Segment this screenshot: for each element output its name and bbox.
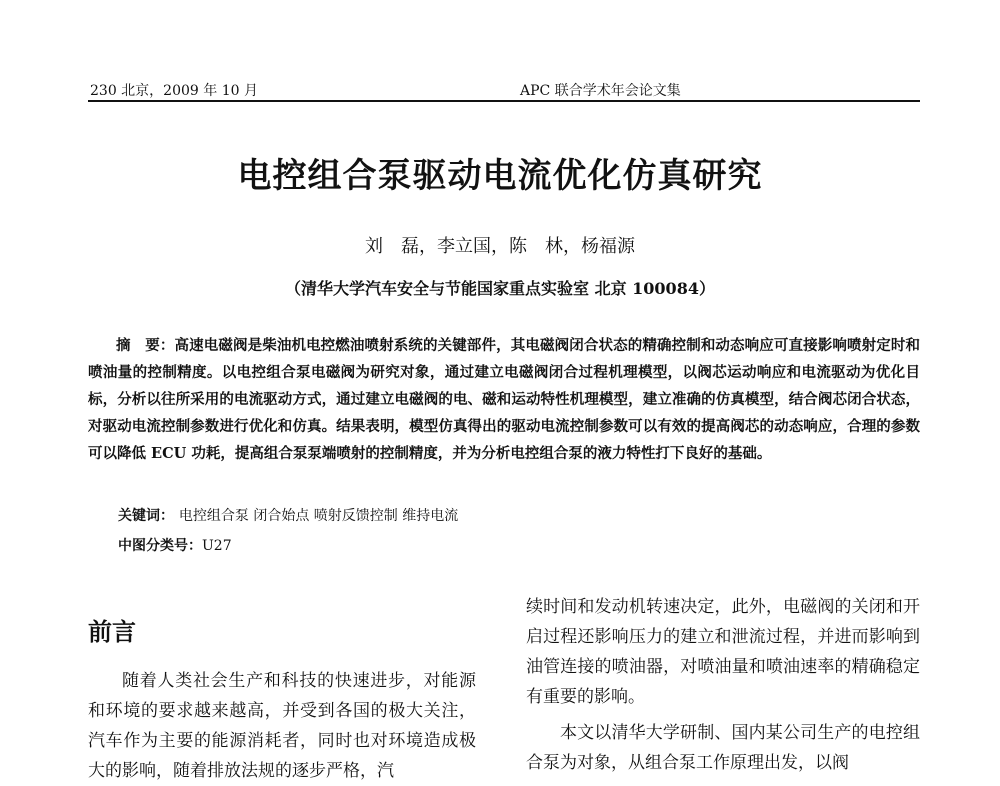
paper-title: 电控组合泵驱动电流优化仿真研究 — [237, 156, 763, 196]
body-left-column — [88, 666, 476, 786]
keywords-text: 电控组合泵 闭合始点 喷射反馈控制 维持电流 — [178, 508, 459, 524]
body-paragraph: 本文以清华大学研制、国内某公司生产的电控组合泵为对象，从组合泵工作原理出发，以阀 — [526, 723, 920, 773]
abstract — [88, 332, 920, 467]
body-paragraph: 随着人类社会生产和科技的快速进步，对能源和环境的要求越来越高，并受到各国的极大关注，汽车作为主要的能源消耗者，同时也对环境造成极大的影响，随着排放法规的逐步严格，汽 — [88, 671, 476, 781]
paper-affiliation: （清华大学汽车安全与节能国家重点实验室 北京 100084） — [285, 279, 715, 298]
paper-authors: 刘 磊，李立国，陈 林，杨福源 — [365, 236, 635, 257]
keywords — [118, 505, 458, 525]
body-right-column — [526, 592, 920, 778]
body-paragraph: 续时间和发动机转速决定，此外，电磁阀的关闭和开启过程还影响压力的建立和泄流过程，并进而影响到油管连接的喷油器，对喷油量和喷油速率的精确稳定有重要的影响。 — [526, 597, 920, 707]
header-rule — [88, 100, 920, 102]
running-header — [88, 78, 920, 100]
header-journal-name: APC 联合学术年会论文集 — [520, 83, 681, 99]
abstract-label: 摘 要： — [116, 337, 175, 354]
header-page-info: 230 北京，2009 年 10 月 — [90, 83, 258, 99]
section-title: 前言 — [88, 618, 136, 646]
keywords-label: 关键词： — [118, 508, 174, 524]
abstract-text: 高速电磁阀是柴油机电控燃油喷射系统的关键部件，其电磁阀闭合状态的精确控制和动态响应可直接影响喷射定时和喷油量的控制精度。以电控组合泵电磁阀为研究对象，通过建立电磁阀闭合过程机理模型，以阀芯运动响应和电流驱动为优化目标，分析以往所采用的电流驱动方式，通过建立电磁阀的电、磁和运动特性机理模型，建立准确的仿真模型，结合阀芯闭合状态，对驱动电流控制参数进行优化和仿真。结果表明，模型仿真得出的驱动电流控制参数可以有效的提高阀芯的动态响应，合理的参数可以降低 ECU 功耗，提高组合泵泵端喷射的控制精度，并为分析电控组合泵的液力特性打下良好的基础。 — [88, 337, 920, 462]
classification-label: 中图分类号： — [118, 538, 202, 554]
classification-code: U27 — [202, 538, 232, 554]
classification — [118, 535, 232, 555]
